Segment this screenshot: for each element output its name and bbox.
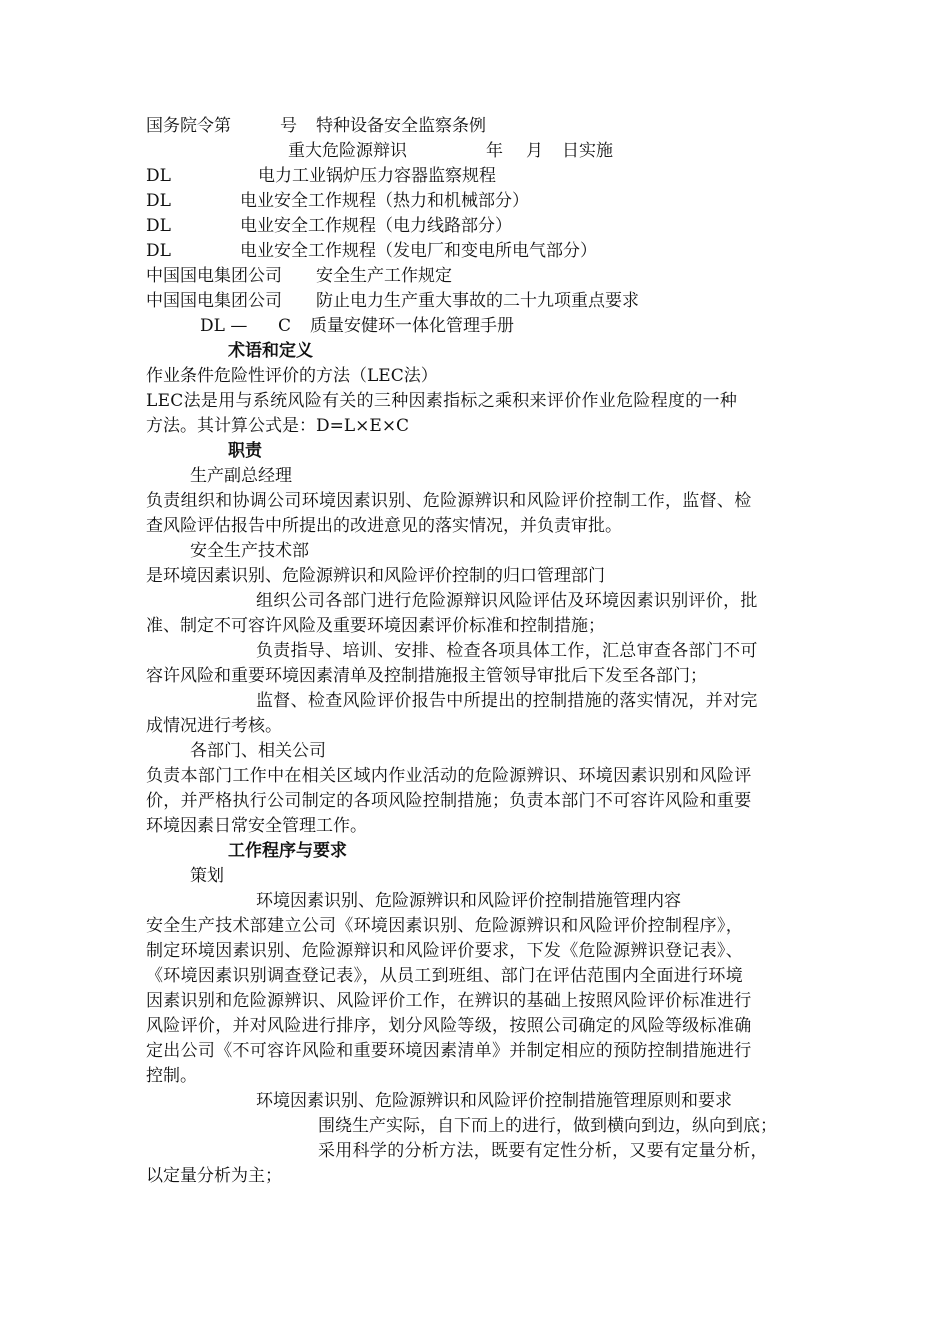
ref-code: DL xyxy=(146,241,171,261)
section-heading-procedure: 工作程序与要求 xyxy=(228,841,347,861)
body-line: 成情况进行考核。 xyxy=(146,716,282,736)
ref-hazard-title: 重大危险源辩识 xyxy=(288,141,407,161)
term-title: 作业条件危险性评价的方法（LEC法） xyxy=(146,366,438,386)
term-text-line: LEC法是用与系统风险有关的三种因素指标之乘积来评价作业危险程度的一种 xyxy=(146,391,738,411)
body-line: 容许风险和重要环境因素清单及控制措施报主管领导审批后下发至各部门； xyxy=(146,666,707,686)
ref-code: DL xyxy=(146,191,171,211)
subsection-title: 环境因素识别、危险源辨识和风险评价控制措施管理原则和要求 xyxy=(256,1091,732,1111)
ref-title: 电业安全工作规程（电力线路部分） xyxy=(240,216,512,236)
ref-day: 日实施 xyxy=(562,141,613,161)
section-heading-duties: 职责 xyxy=(228,441,262,461)
ref-title: 质量安健环一体化管理手册 xyxy=(310,316,514,336)
ref-org: 中国国电集团公司 xyxy=(146,266,282,286)
ref-code: DL — xyxy=(200,316,248,336)
body-line: 采用科学的分析方法，既要有定性分析，又要有定量分析， xyxy=(318,1141,768,1161)
body-line: 定出公司《不可容许风险和重要环境因素清单》并制定相应的预防控制措施进行 xyxy=(146,1041,752,1061)
body-line: 制定环境因素识别、危险源辩识和风险评价要求，下发《危险源辨识登记表》、 xyxy=(146,941,743,961)
body-line: 以定量分析为主； xyxy=(146,1166,282,1186)
ref-title: 电力工业锅炉压力容器监察规程 xyxy=(258,166,496,186)
body-line: 查风险评估报告中所提出的改进意见的落实情况，并负责审批。 xyxy=(146,516,622,536)
body-line: 负责指导、培训、安排、检查各项具体工作，汇总审查各部门不可 xyxy=(256,641,758,661)
role-title: 生产副总经理 xyxy=(190,466,292,486)
role-title: 安全生产技术部 xyxy=(190,541,309,561)
body-line: 控制。 xyxy=(146,1066,197,1086)
body-line: 监督、检查风险评价报告中所提出的控制措施的落实情况，并对完 xyxy=(256,691,758,711)
ref-decree-number-label: 号 xyxy=(280,116,297,136)
body-line: 负责本部门工作中在相关区域内作业活动的危险源辨识、环境因素识别和风险评 xyxy=(146,766,752,786)
ref-org: 中国国电集团公司 xyxy=(146,291,282,311)
body-line: 是环境因素识别、危险源辨识和风险评价控制的归口管理部门 xyxy=(146,566,605,586)
ref-title: 电业安全工作规程（热力和机械部分） xyxy=(240,191,529,211)
ref-code-suffix: C xyxy=(278,316,292,336)
body-line: 准、制定不可容许风险及重要环境因素评价标准和控制措施； xyxy=(146,616,605,636)
ref-year: 年 xyxy=(486,141,503,161)
ref-title: 防止电力生产重大事故的二十九项重点要求 xyxy=(316,291,639,311)
body-line: 安全生产技术部建立公司《环境因素识别、危险源辨识和风险评价控制程序》， xyxy=(146,916,743,936)
term-text-line: 方法。其计算公式是：D=L×E×C xyxy=(146,416,410,436)
body-line: 围绕生产实际，自下而上的进行，做到横向到边，纵向到底； xyxy=(318,1116,777,1136)
body-line: 组织公司各部门进行危险源辩识风险评估及环境因素识别评价，批 xyxy=(256,591,758,611)
body-line: 负责组织和协调公司环境因素识别、危险源辨识和风险评价控制工作，监督、检 xyxy=(146,491,752,511)
body-line: 《环境因素识别调查登记表》，从员工到班组、部门在评估范围内全面进行环境 xyxy=(146,966,743,986)
subsection-title: 环境因素识别、危险源辨识和风险评价控制措施管理内容 xyxy=(256,891,681,911)
subsection-title: 策划 xyxy=(190,866,224,886)
ref-title: 电业安全工作规程（发电厂和变电所电气部分） xyxy=(240,241,597,261)
body-line: 环境因素日常安全管理工作。 xyxy=(146,816,367,836)
ref-decree-label: 国务院令第 xyxy=(146,116,231,136)
ref-code: DL xyxy=(146,166,171,186)
ref-title: 安全生产工作规定 xyxy=(316,266,452,286)
body-line: 价，并严格执行公司制定的各项风险控制措施；负责本部门不可容许风险和重要 xyxy=(146,791,752,811)
body-line: 风险评价，并对风险进行排序，划分风险等级，按照公司确定的风险等级标准确 xyxy=(146,1016,752,1036)
body-line: 因素识别和危险源辨识、风险评价工作，在辨识的基础上按照风险评价标准进行 xyxy=(146,991,752,1011)
role-title: 各部门、相关公司 xyxy=(190,741,326,761)
ref-code: DL xyxy=(146,216,171,236)
section-heading-terms: 术语和定义 xyxy=(228,341,313,361)
ref-month: 月 xyxy=(526,141,543,161)
ref-decree-title: 特种设备安全监察条例 xyxy=(316,116,486,136)
